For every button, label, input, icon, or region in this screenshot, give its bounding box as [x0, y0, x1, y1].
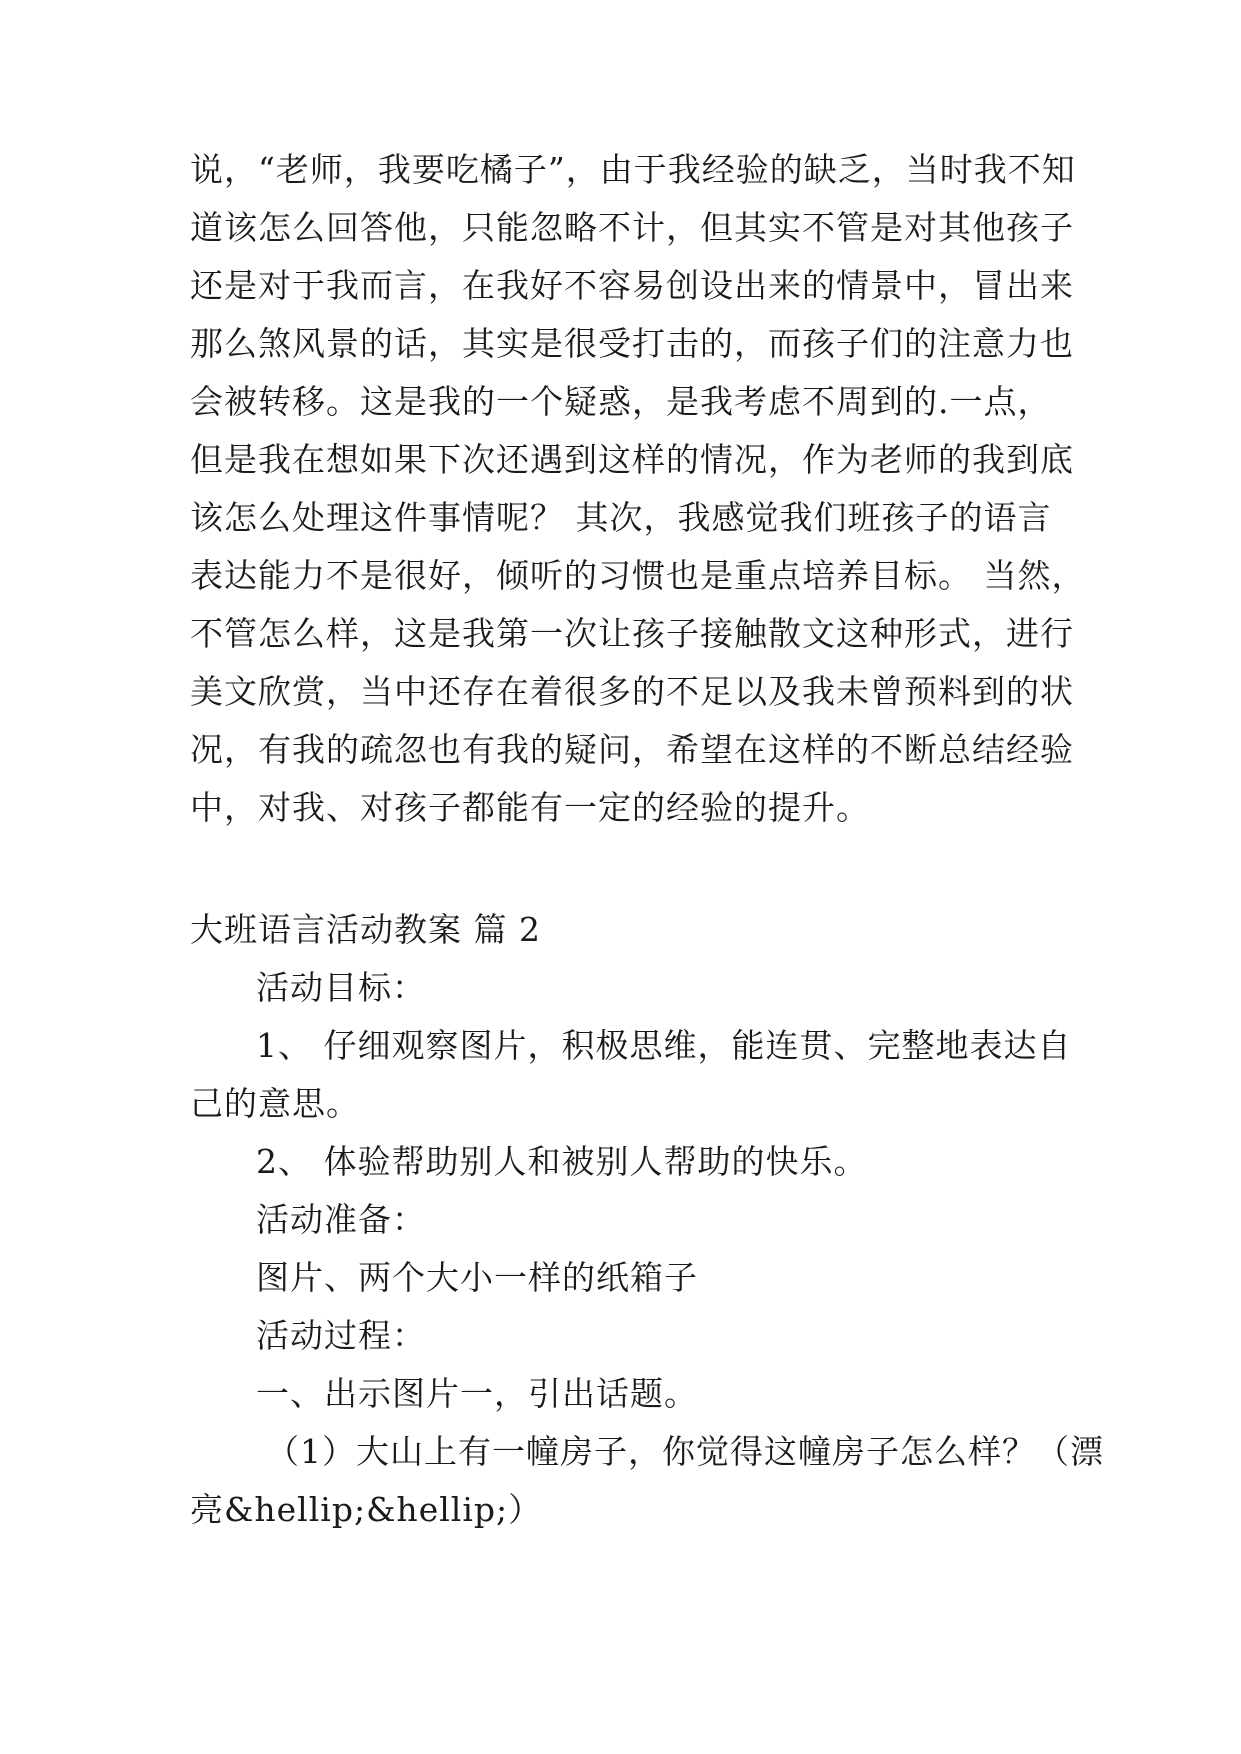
paragraph-line: 况，有我的疏忽也有我的疑问，希望在这样的不断总结经验	[190, 730, 1074, 769]
paragraph-line: 道该怎么回答他，只能忽略不计，但其实不管是对其他孩子	[190, 208, 1074, 247]
paragraph-line: 该怎么处理这件事情呢？ 其次，我感觉我们班孩子的语言	[190, 498, 1052, 537]
goal-item-1: 1、 仔细观察图片，积极思维，能连贯、完整地表达自	[256, 1026, 1072, 1065]
paragraph-line: 不管怎么样，这是我第一次让孩子接触散文这种形式，进行	[190, 614, 1074, 653]
paragraph-line: 会被转移。这是我的一个疑惑，是我考虑不周到的.一点，	[190, 382, 1052, 421]
step1-question: （1）大山上有一幢房子，你觉得这幢房子怎么样？（漂	[266, 1432, 1104, 1471]
paragraph-line: 美文欣赏，当中还存在着很多的不足以及我未曾预料到的状	[190, 672, 1074, 711]
paragraph-line: 表达能力不是很好，倾听的习惯也是重点培养目标。 当然，	[190, 556, 1086, 595]
goal-item-1-continued: 己的意思。	[190, 1084, 360, 1123]
goals-heading: 活动目标：	[256, 968, 426, 1007]
section-title: 大班语言活动教案 篇 2	[190, 910, 541, 949]
paragraph-line: 还是对于我而言，在我好不容易创设出来的情景中，冒出来	[190, 266, 1074, 305]
process-heading: 活动过程：	[256, 1316, 426, 1355]
goal-item-2: 2、 体验帮助别人和被别人帮助的快乐。	[256, 1142, 868, 1181]
paragraph-line: 但是我在想如果下次还遇到这样的情况，作为老师的我到底	[190, 440, 1074, 479]
paragraph-line: 中，对我、对孩子都能有一定的经验的提升。	[190, 788, 870, 827]
paragraph-line: 那么煞风景的话，其实是很受打击的，而孩子们的注意力也	[190, 324, 1074, 363]
step1-question-continued: 亮&hellip;&hellip;）	[190, 1490, 543, 1529]
prep-content: 图片、两个大小一样的纸箱子	[256, 1258, 698, 1297]
step1-heading: 一、出示图片一，引出话题。	[256, 1374, 698, 1413]
paragraph-line: 说，“老师，我要吃橘子”，由于我经验的缺乏，当时我不知	[190, 150, 1076, 189]
prep-heading: 活动准备：	[256, 1200, 426, 1239]
